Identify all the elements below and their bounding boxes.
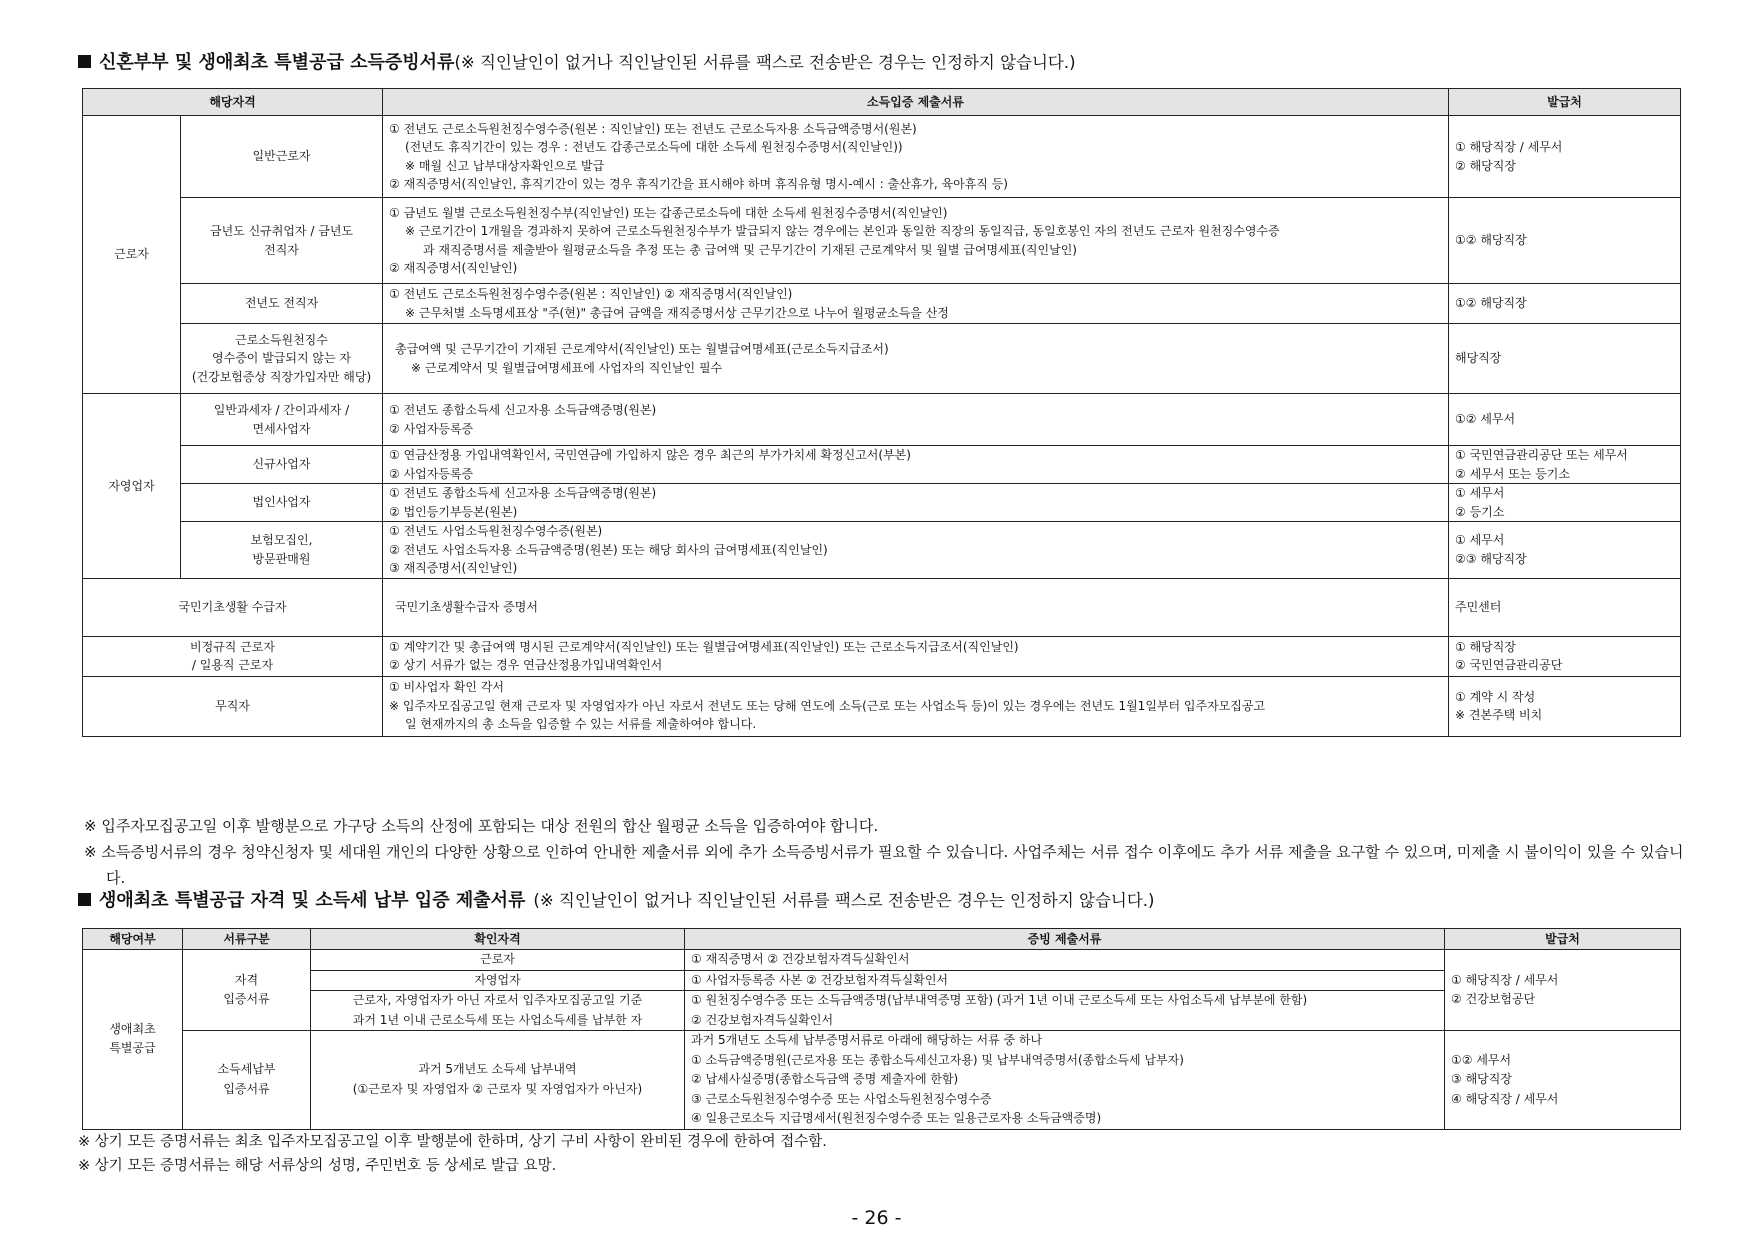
doc-type-line: 소득세납부 bbox=[217, 1062, 276, 1077]
document-line: ※ 근무처별 소득명세표상 "주(현)" 총급여 금액을 재직증명서상 근무기간으로 나누어 월평균소득을 산정 bbox=[405, 305, 949, 320]
qualification-cell bbox=[181, 446, 383, 484]
issuer-line: ① 국민연금관리공단 또는 세무서 bbox=[1455, 448, 1628, 462]
document-line: ① 연금산정용 가입내역확인서, 국민연금에 가입하지 않은 경우 최근의 부가가치세 확정신고서(부본) bbox=[389, 448, 911, 462]
section2-title: 생애최초 특별공급 자격 및 소득세 납부 입증 제출서류 bbox=[99, 890, 526, 911]
table-row bbox=[83, 446, 1681, 484]
qualification-line: 전년도 전직자 bbox=[244, 296, 319, 311]
document-line: ※ 근로기간이 1개월을 경과하지 못하여 근로소득원천징수부가 발급되지 않는 경우에는 본인과 동일한 직장의 동일직급, 동일호봉인 자의 전년도 근로자 원천징수영수증 bbox=[405, 224, 1280, 238]
qualification-line: 일반과세자 / 간이과세자 / bbox=[213, 403, 350, 417]
issuer-line: 해당직장 bbox=[1455, 351, 1502, 366]
table-row bbox=[83, 970, 1681, 991]
proof-docs-cell bbox=[685, 950, 1445, 971]
qualification-cell bbox=[181, 116, 383, 198]
header-check-qualification: 확인자격 bbox=[311, 929, 685, 950]
table-row bbox=[83, 522, 1681, 579]
document-line: ② 건강보험자격득실확인서 bbox=[691, 1012, 834, 1027]
header-issuer: 발급처 bbox=[1445, 929, 1681, 950]
documents-cell bbox=[383, 522, 1449, 579]
doc-type-line: 입증서류 bbox=[223, 992, 270, 1006]
section1-heading-note: (※ 직인날인이 없거나 직인날인된 서류를 팩스로 전송받은 경우는 인정하지 않습니다.) bbox=[454, 53, 1076, 72]
note-line: ※ 상기 모든 증명서류는 최초 입주자모집공고일 이후 발행분에 한하며, 상기 구비 사항이 완비된 경우에 한하여 접수함. bbox=[78, 1134, 827, 1150]
documents-cell bbox=[383, 636, 1449, 676]
issuer-line: ① 해당직장 / 세무서 bbox=[1451, 972, 1559, 987]
document-line: ③ 재직증명서(직인날인) bbox=[389, 561, 518, 575]
check-cell bbox=[311, 1031, 685, 1130]
qualification-cell bbox=[83, 636, 383, 676]
qualification-line: 방문판매원 bbox=[252, 551, 311, 566]
document-line: 과거 5개년도 소득세 납부증명서류로 아래에 해당하는 서류 중 하나 bbox=[691, 1033, 1043, 1047]
section2-heading-note: (※ 직인날인이 없거나 직인날인된 서류를 팩스로 전송받은 경우는 인정하지 않습니다.) bbox=[533, 891, 1155, 910]
section2-heading bbox=[78, 886, 1154, 912]
issuer-line: ④ 해당직장 / 세무서 bbox=[1451, 1091, 1559, 1106]
note-line: ※ 소득증빙서류의 경우 청약신청자 및 세대원 개인의 다양한 상황으로 인하여 안내한 제출서류 외에 추가 소득증빙서류가 필요할 수 있습니다. 사업주체는 서류 접수 이후에도 추가 서류 제출을 요구할 수 있으며, 미제출 시 불이익이 있을 수 있습니다. bbox=[84, 843, 1684, 887]
table-row bbox=[83, 991, 1681, 1031]
document-line: ① 사업자등록증 사본 ② 건강보험자격득실확인서 bbox=[691, 972, 949, 987]
documents-cell bbox=[383, 484, 1449, 522]
issuer-line: ※ 견본주택 비치 bbox=[1455, 708, 1543, 722]
qualification-line: 면세사업자 bbox=[252, 421, 311, 436]
header-applicable: 해당여부 bbox=[83, 929, 183, 950]
document-line: ① 소득금액증명원(근로자용 또는 종합소득세신고자용) 및 납부내역증명서(종합소득세 납부자) bbox=[691, 1052, 1184, 1067]
documents-cell bbox=[383, 284, 1449, 324]
header-documents: 소득입증 제출서류 bbox=[383, 89, 1449, 116]
document-line: ② 사업자등록증 bbox=[389, 466, 474, 481]
issuer-line: ①② 세무서 bbox=[1455, 412, 1516, 427]
table-row bbox=[83, 394, 1681, 446]
document-line: ② 사업자등록증 bbox=[389, 421, 474, 436]
qualification-line: 법인사업자 bbox=[252, 495, 311, 510]
issuer-cell bbox=[1449, 578, 1681, 636]
document-line: ② 재직증명서(직인날인) bbox=[389, 261, 518, 275]
documents-cell bbox=[383, 394, 1449, 446]
proof-docs-cell bbox=[685, 1031, 1445, 1130]
document-line: ② 납세사실증명(종합소득금액 증명 제출자에 한함) bbox=[691, 1072, 959, 1086]
issuer-cell bbox=[1449, 198, 1681, 284]
issuer-line: ② 세무서 또는 등기소 bbox=[1455, 466, 1570, 481]
document-line: 국민기초생활수급자 증명서 bbox=[395, 599, 538, 614]
document-line: ④ 일용근로소득 지급명세서(원천징수영수증 또는 일용근로자용 소득금액증명) bbox=[691, 1111, 1102, 1125]
qualification-cell bbox=[83, 676, 383, 736]
doc-type-tax bbox=[183, 1031, 311, 1130]
check-line: 과거 1년 이내 근로소득세 또는 사업소득세를 납부한 자 bbox=[352, 1012, 643, 1027]
document-line: ② 법인등기부등본(원본) bbox=[389, 504, 518, 519]
qualification-cell bbox=[181, 284, 383, 324]
note-line: ※ 입주자모집공고일 이후 발행분으로 가구당 소득의 산정에 포함되는 대상 전원의 합산 월평균 소득을 입증하여야 합니다. bbox=[84, 817, 879, 835]
issuer-cell bbox=[1449, 484, 1681, 522]
issuer-cell bbox=[1449, 636, 1681, 676]
document-line: ※ 근로계약서 및 월별급여명세표에 사업자의 직인날인 필수 bbox=[411, 360, 723, 375]
issuer-line: ①② 세무서 bbox=[1451, 1052, 1512, 1067]
note-line: ※ 상기 모든 증명서류는 해당 서류상의 성명, 주민번호 등 상세로 발급 요망. bbox=[78, 1158, 557, 1174]
section1-title: 신혼부부 및 생애최초 특별공급 소득증빙서류 bbox=[99, 52, 455, 73]
document-line: ① 재직증명서 ② 건강보험자격득실확인서 bbox=[691, 952, 910, 966]
documents-cell bbox=[383, 578, 1449, 636]
check-line: 자영업자 bbox=[474, 972, 521, 987]
qualification-line: 금년도 신규취업자 / 금년도 bbox=[210, 224, 353, 238]
documents-cell bbox=[383, 446, 1449, 484]
table-row bbox=[83, 116, 1681, 198]
section2-notes bbox=[78, 1130, 827, 1178]
issuer-cell bbox=[1445, 1031, 1681, 1130]
document-line: ① 전년도 근로소득원천징수영수증(원본 : 직인날인) 또는 전년도 근로소득자용 소득금액증명서(원본) bbox=[389, 121, 917, 136]
documents-cell bbox=[383, 198, 1449, 284]
qualification-line: 국민기초생활 수급자 bbox=[178, 599, 287, 614]
header-issuer: 발급처 bbox=[1449, 89, 1681, 116]
issuer-line: ② 건강보험공단 bbox=[1451, 992, 1536, 1006]
issuer-line: ①② 해당직장 bbox=[1455, 296, 1527, 311]
header-doc-type: 서류구분 bbox=[183, 929, 311, 950]
income-proof-table bbox=[82, 88, 1681, 737]
issuer-line: ① 해당직장 bbox=[1455, 639, 1516, 654]
issuer-cell bbox=[1449, 676, 1681, 736]
group-label-self-employed: 자영업자 bbox=[83, 394, 181, 579]
check-cell bbox=[311, 991, 685, 1031]
qualification-line: 전직자 bbox=[264, 242, 299, 257]
qualification-line: 영수증이 발급되지 않는 자 bbox=[212, 351, 351, 366]
document-line: ② 상기 서류가 없는 경우 연금산정용가입내역확인서 bbox=[389, 658, 663, 672]
issuer-line: 주민센터 bbox=[1455, 599, 1502, 614]
qualification-cell bbox=[83, 578, 383, 636]
proof-docs-cell bbox=[685, 970, 1445, 991]
table-row bbox=[83, 1031, 1681, 1130]
header-qualification: 해당자격 bbox=[83, 89, 383, 116]
document-line: ① 전년도 근로소득원천징수영수증(원본 : 직인날인) ② 재직증명서(직인날인) bbox=[389, 287, 793, 301]
issuer-line: ① 해당직장 / 세무서 bbox=[1455, 140, 1563, 154]
doc-type-line: 입증서류 bbox=[223, 1081, 270, 1096]
qualification-line: 보험모집인, bbox=[250, 533, 313, 548]
issuer-line: ③ 해당직장 bbox=[1451, 1072, 1512, 1086]
section1-notes bbox=[84, 813, 1684, 891]
document-line: ① 전년도 사업소득원천징수영수증(원본) bbox=[389, 524, 603, 538]
category-cell bbox=[83, 950, 183, 1130]
table-row bbox=[83, 484, 1681, 522]
document-line: ※ 입주자모집공고일 현재 근로자 및 자영업자가 아닌 자로서 전년도 또는 당해 연도에 소득(근로 또는 사업소득 등)이 있는 경우에는 전년도 1월1일부터 입주자모집공고 bbox=[389, 698, 1266, 713]
documents-cell bbox=[383, 116, 1449, 198]
issuer-cell bbox=[1445, 950, 1681, 1031]
document-line: ② 재직증명서(직인날인, 휴직기간이 있는 경우 휴직기간을 표시해야 하며 휴직유형 명시-예시 : 출산휴가, 육아휴직 등) bbox=[389, 177, 1008, 191]
qualification-line: 무직자 bbox=[215, 698, 250, 713]
qualification-cell bbox=[181, 324, 383, 394]
qualification-line: 일반근로자 bbox=[252, 149, 311, 164]
page-number: - 26 - bbox=[851, 1207, 902, 1229]
header-proof-documents: 증빙 제출서류 bbox=[685, 929, 1445, 950]
issuer-cell bbox=[1449, 394, 1681, 446]
document-line: ① 계약기간 및 총급여액 명시된 근로계약서(직인날인) 또는 월별급여명세표(직인날인) 또는 근로소득지급조서(직인날인) bbox=[389, 639, 1019, 654]
document-line: ① 금년도 월별 근로소득원천징수부(직인날인) 또는 갑종근로소득에 대한 소득세 원천징수증명서(직인날인) bbox=[389, 205, 948, 220]
doc-type-line: 자격 bbox=[234, 972, 259, 987]
issuer-line: ①② 해당직장 bbox=[1455, 233, 1527, 248]
check-cell bbox=[311, 950, 685, 971]
issuer-cell bbox=[1449, 116, 1681, 198]
check-line: 근로자 bbox=[480, 952, 515, 966]
qualification-line: 근로소득원천징수 bbox=[235, 332, 328, 347]
doc-type-qualification bbox=[183, 950, 311, 1031]
qualification-line: 신규사업자 bbox=[252, 457, 311, 472]
issuer-cell bbox=[1449, 522, 1681, 579]
issuer-line: ① 계약 시 작성 bbox=[1455, 689, 1536, 704]
section1-heading bbox=[78, 48, 1076, 74]
square-bullet-icon bbox=[78, 55, 91, 68]
issuer-cell bbox=[1449, 284, 1681, 324]
qualification-line: 비정규직 근로자 bbox=[190, 639, 275, 654]
documents-cell bbox=[383, 676, 1449, 736]
qualification-line: (건강보험증상 직장가입자만 해당) bbox=[191, 369, 372, 384]
issuer-line: ② 등기소 bbox=[1455, 504, 1505, 519]
group-label-worker: 근로자 bbox=[83, 116, 181, 394]
check-line: 근로자, 자영업자가 아닌 자로서 입주자모집공고일 기준 bbox=[352, 993, 643, 1007]
issuer-line: ②③ 해당직장 bbox=[1455, 551, 1527, 566]
check-cell bbox=[311, 970, 685, 991]
issuer-line: ① 세무서 bbox=[1455, 533, 1505, 548]
document-line: ① 전년도 종합소득세 신고자용 소득금액증명(원본) bbox=[389, 403, 657, 417]
document-line: ① 전년도 종합소득세 신고자용 소득금액증명(원본) bbox=[389, 486, 657, 500]
category-line: 특별공급 bbox=[109, 1041, 156, 1056]
document-line: ③ 근로소득원천징수영수증 또는 사업소득원천징수영수증 bbox=[691, 1091, 992, 1106]
document-line: ① 원천징수영수증 또는 소득금액증명(납부내역증명 포함) (과거 1년 이내 근로소득세 또는 사업소득세 납부분에 한함) bbox=[691, 993, 1308, 1007]
qualification-cell bbox=[181, 198, 383, 284]
qualification-cell bbox=[181, 522, 383, 579]
qualification-cell bbox=[181, 484, 383, 522]
issuer-cell bbox=[1449, 446, 1681, 484]
issuer-cell bbox=[1449, 324, 1681, 394]
check-line: 과거 5개년도 소득세 납부내역 bbox=[418, 1062, 577, 1077]
document-line: ② 전년도 사업소득자용 소득금액증명(원본) 또는 해당 회사의 급여명세표(직인날인) bbox=[389, 542, 828, 557]
table-row bbox=[83, 198, 1681, 284]
issuer-line: ② 국민연금관리공단 bbox=[1455, 658, 1563, 672]
document-line: (전년도 휴직기간이 있는 경우 : 전년도 갑종근로소득에 대한 소득세 원천징수증명서(직인날인)) bbox=[405, 140, 903, 154]
qualification-cell bbox=[181, 394, 383, 446]
square-bullet-icon bbox=[78, 893, 91, 906]
table-row bbox=[83, 676, 1681, 736]
document-line: 과 재직증명서를 제출받아 월평균소득을 추정 또는 총 급여액 및 근무기간이 기재된 근로계약서 및 월별 급여명세표(직인날인) bbox=[423, 242, 1077, 257]
documents-cell bbox=[383, 324, 1449, 394]
document-line: ※ 매월 신고 납부대상자확인으로 발급 bbox=[405, 158, 605, 173]
issuer-line: ② 해당직장 bbox=[1455, 158, 1516, 173]
table-row bbox=[83, 284, 1681, 324]
document-line: 일 현재까지의 총 소득을 입증할 수 있는 서류를 제출하여야 합니다. bbox=[405, 717, 757, 732]
category-line: 생애최초 bbox=[109, 1021, 156, 1036]
check-line: (①근로자 및 자영업자 ② 근로자 및 자영업자가 아닌자) bbox=[352, 1081, 643, 1096]
issuer-line: ① 세무서 bbox=[1455, 486, 1505, 500]
table-row bbox=[83, 324, 1681, 394]
table-row bbox=[83, 636, 1681, 676]
qualification-line: / 일용직 근로자 bbox=[191, 658, 274, 672]
table-row bbox=[83, 578, 1681, 636]
table-row bbox=[83, 950, 1681, 971]
proof-docs-cell bbox=[685, 991, 1445, 1031]
document-line: ① 비사업자 확인 각서 bbox=[389, 680, 504, 695]
document-line: 총급여액 및 근무기간이 기재된 근로계약서(직인날인) 또는 월별급여명세표(근로소득지급조서) bbox=[395, 342, 889, 356]
first-home-proof-table bbox=[82, 928, 1681, 1130]
